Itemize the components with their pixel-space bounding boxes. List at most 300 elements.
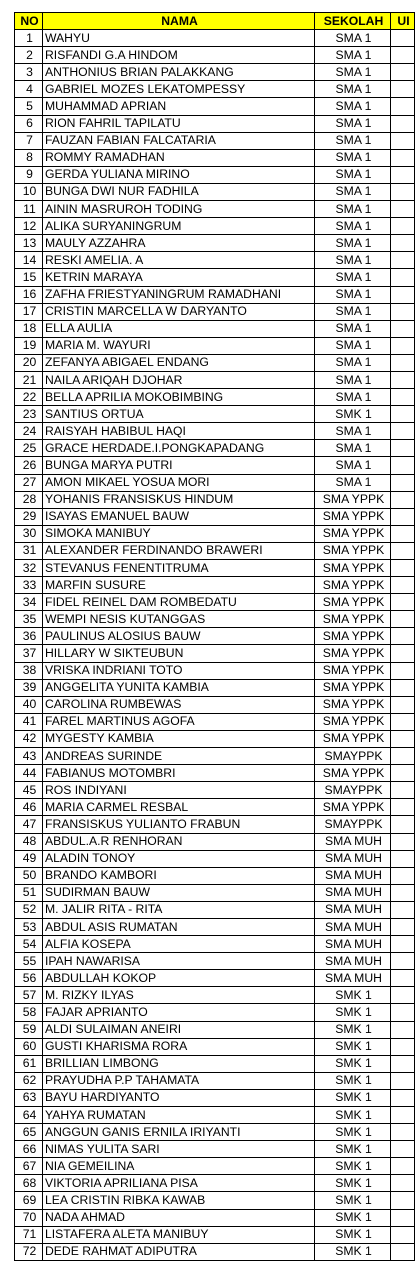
table-row bbox=[15, 987, 415, 1004]
student-name: MARIA M. WAYURI bbox=[43, 337, 315, 354]
row-number: 41 bbox=[15, 713, 43, 730]
row-number: 27 bbox=[15, 474, 43, 491]
table-row bbox=[15, 560, 415, 577]
table-row bbox=[15, 850, 415, 867]
row-number: 31 bbox=[15, 542, 43, 559]
student-name: RISFANDI G.A HINDOM bbox=[43, 47, 315, 64]
row-number: 16 bbox=[15, 286, 43, 303]
school-name: SMA 1 bbox=[315, 64, 391, 81]
row-number: 19 bbox=[15, 337, 43, 354]
extra-cell bbox=[391, 918, 415, 935]
table-row bbox=[15, 47, 415, 64]
table-row bbox=[15, 354, 415, 371]
school-name: SMA YPPK bbox=[315, 765, 391, 782]
extra-cell bbox=[391, 389, 415, 406]
extra-cell bbox=[391, 645, 415, 662]
row-number: 30 bbox=[15, 525, 43, 542]
row-number: 58 bbox=[15, 1004, 43, 1021]
row-number: 26 bbox=[15, 457, 43, 474]
extra-cell bbox=[391, 320, 415, 337]
student-name: LEA CRISTIN RIBKA KAWAB bbox=[43, 1192, 315, 1209]
table-row bbox=[15, 542, 415, 559]
extra-cell bbox=[391, 560, 415, 577]
row-number: 13 bbox=[15, 235, 43, 252]
table-row bbox=[15, 577, 415, 594]
student-name: WAHYU bbox=[43, 30, 315, 47]
extra-cell bbox=[391, 611, 415, 628]
table-row bbox=[15, 1055, 415, 1072]
row-number: 42 bbox=[15, 730, 43, 747]
row-number: 34 bbox=[15, 594, 43, 611]
row-number: 68 bbox=[15, 1175, 43, 1192]
student-name: ISAYAS EMANUEL BAUW bbox=[43, 508, 315, 525]
school-name: SMA 1 bbox=[315, 474, 391, 491]
table-row bbox=[15, 730, 415, 747]
table-row bbox=[15, 320, 415, 337]
student-name: ALADIN TONOY bbox=[43, 850, 315, 867]
school-name: SMA 1 bbox=[315, 320, 391, 337]
school-name: SMA YPPK bbox=[315, 730, 391, 747]
extra-cell bbox=[391, 850, 415, 867]
extra-cell bbox=[391, 628, 415, 645]
student-name: ELLA AULIA bbox=[43, 320, 315, 337]
extra-cell bbox=[391, 1175, 415, 1192]
school-name: SMK 1 bbox=[315, 1038, 391, 1055]
row-number: 65 bbox=[15, 1124, 43, 1141]
student-name: FAREL MARTINUS AGOFA bbox=[43, 713, 315, 730]
extra-cell bbox=[391, 799, 415, 816]
student-name: ANTHONIUS BRIAN PALAKKANG bbox=[43, 64, 315, 81]
student-name: GUSTI KHARISMA RORA bbox=[43, 1038, 315, 1055]
extra-cell bbox=[391, 713, 415, 730]
row-number: 50 bbox=[15, 867, 43, 884]
student-name: GRACE HERDADE.I.PONGKAPADANG bbox=[43, 440, 315, 457]
school-name: SMA 1 bbox=[315, 81, 391, 98]
school-name: SMK 1 bbox=[315, 1021, 391, 1038]
table-row bbox=[15, 645, 415, 662]
student-name: VRISKA INDRIANI TOTO bbox=[43, 662, 315, 679]
row-number: 54 bbox=[15, 936, 43, 953]
school-name: SMA 1 bbox=[315, 389, 391, 406]
extra-cell bbox=[391, 594, 415, 611]
school-name: SMK 1 bbox=[315, 1055, 391, 1072]
row-number: 9 bbox=[15, 166, 43, 183]
table-row bbox=[15, 748, 415, 765]
row-number: 33 bbox=[15, 577, 43, 594]
school-name: SMK 1 bbox=[315, 1089, 391, 1106]
row-number: 1 bbox=[15, 30, 43, 47]
student-name: RAISYAH HABIBUL HAQI bbox=[43, 423, 315, 440]
table-row bbox=[15, 936, 415, 953]
table-row bbox=[15, 1107, 415, 1124]
student-name: BRILLIAN LIMBONG bbox=[43, 1055, 315, 1072]
table-row bbox=[15, 235, 415, 252]
row-number: 3 bbox=[15, 64, 43, 81]
table-row bbox=[15, 525, 415, 542]
row-number: 17 bbox=[15, 303, 43, 320]
school-name: SMA YPPK bbox=[315, 799, 391, 816]
row-number: 70 bbox=[15, 1209, 43, 1226]
extra-cell bbox=[391, 406, 415, 423]
row-number: 57 bbox=[15, 987, 43, 1004]
student-name: ZEFANYA ABIGAEL ENDANG bbox=[43, 354, 315, 371]
row-number: 12 bbox=[15, 218, 43, 235]
student-name: BRANDO KAMBORI bbox=[43, 867, 315, 884]
row-number: 24 bbox=[15, 423, 43, 440]
row-number: 49 bbox=[15, 850, 43, 867]
extra-cell bbox=[391, 132, 415, 149]
school-name: SMAYPPK bbox=[315, 782, 391, 799]
school-name: SMA 1 bbox=[315, 98, 391, 115]
top-margin bbox=[0, 0, 403, 12]
school-name: SMA YPPK bbox=[315, 679, 391, 696]
school-name: SMA 1 bbox=[315, 149, 391, 166]
table-row bbox=[15, 662, 415, 679]
header-sekolah: SEKOLAH bbox=[315, 13, 391, 30]
student-name: WEMPI NESIS KUTANGGAS bbox=[43, 611, 315, 628]
school-name: SMK 1 bbox=[315, 1141, 391, 1158]
row-number: 10 bbox=[15, 183, 43, 200]
extra-cell bbox=[391, 166, 415, 183]
school-name: SMA MUH bbox=[315, 901, 391, 918]
school-name: SMA 1 bbox=[315, 235, 391, 252]
row-number: 7 bbox=[15, 132, 43, 149]
row-number: 29 bbox=[15, 508, 43, 525]
school-name: SMA YPPK bbox=[315, 525, 391, 542]
row-number: 23 bbox=[15, 406, 43, 423]
extra-cell bbox=[391, 1072, 415, 1089]
student-name: FAUZAN FABIAN FALCATARIA bbox=[43, 132, 315, 149]
row-number: 38 bbox=[15, 662, 43, 679]
school-name: SMA YPPK bbox=[315, 594, 391, 611]
student-name: ROS INDIYANI bbox=[43, 782, 315, 799]
student-name: FAJAR APRIANTO bbox=[43, 1004, 315, 1021]
school-name: SMA MUH bbox=[315, 833, 391, 850]
extra-cell bbox=[391, 252, 415, 269]
row-number: 39 bbox=[15, 679, 43, 696]
row-number: 64 bbox=[15, 1107, 43, 1124]
student-name: PRAYUDHA P.P TAHAMATA bbox=[43, 1072, 315, 1089]
extra-cell bbox=[391, 987, 415, 1004]
table-row bbox=[15, 970, 415, 987]
student-name: VIKTORIA APRILIANA PISA bbox=[43, 1175, 315, 1192]
extra-cell bbox=[391, 218, 415, 235]
table-row bbox=[15, 816, 415, 833]
header-nama: NAMA bbox=[43, 13, 315, 30]
row-number: 61 bbox=[15, 1055, 43, 1072]
student-name: NIA GEMEILINA bbox=[43, 1158, 315, 1175]
school-name: SMA 1 bbox=[315, 354, 391, 371]
student-name: SIMOKA MANIBUY bbox=[43, 525, 315, 542]
student-name: PAULINUS ALOSIUS BAUW bbox=[43, 628, 315, 645]
extra-cell bbox=[391, 201, 415, 218]
row-number: 37 bbox=[15, 645, 43, 662]
student-name: FABIANUS MOTOMBRI bbox=[43, 765, 315, 782]
table-row bbox=[15, 679, 415, 696]
table-row bbox=[15, 491, 415, 508]
student-name: HILLARY W SIKTEUBUN bbox=[43, 645, 315, 662]
extra-cell bbox=[391, 1038, 415, 1055]
student-name: FRANSISKUS YULIANTO FRABUN bbox=[43, 816, 315, 833]
student-name: BUNGA DWI NUR FADHILA bbox=[43, 183, 315, 200]
school-name: SMA YPPK bbox=[315, 645, 391, 662]
school-name: SMA YPPK bbox=[315, 542, 391, 559]
student-name: RION FAHRIL TAPILATU bbox=[43, 115, 315, 132]
student-table bbox=[14, 12, 415, 1261]
extra-cell bbox=[391, 269, 415, 286]
row-number: 22 bbox=[15, 389, 43, 406]
table-row bbox=[15, 406, 415, 423]
school-name: SMA YPPK bbox=[315, 491, 391, 508]
school-name: SMAYPPK bbox=[315, 748, 391, 765]
table-row bbox=[15, 201, 415, 218]
extra-cell bbox=[391, 183, 415, 200]
extra-cell bbox=[391, 149, 415, 166]
table-row bbox=[15, 799, 415, 816]
school-name: SMA 1 bbox=[315, 183, 391, 200]
table-row bbox=[15, 594, 415, 611]
extra-cell bbox=[391, 901, 415, 918]
extra-cell bbox=[391, 1089, 415, 1106]
extra-cell bbox=[391, 782, 415, 799]
school-name: SMAYPPK bbox=[315, 816, 391, 833]
table-row bbox=[15, 1158, 415, 1175]
row-number: 20 bbox=[15, 354, 43, 371]
row-number: 72 bbox=[15, 1243, 43, 1260]
table-row bbox=[15, 132, 415, 149]
extra-cell bbox=[391, 1021, 415, 1038]
school-name: SMA MUH bbox=[315, 918, 391, 935]
student-name: IPAH NAWARISA bbox=[43, 953, 315, 970]
table-row bbox=[15, 166, 415, 183]
table-row bbox=[15, 149, 415, 166]
school-name: SMA MUH bbox=[315, 953, 391, 970]
table-row bbox=[15, 833, 415, 850]
header-row bbox=[15, 13, 415, 30]
extra-cell bbox=[391, 1055, 415, 1072]
school-name: SMA 1 bbox=[315, 440, 391, 457]
school-name: SMA 1 bbox=[315, 337, 391, 354]
student-name: ANGGUN GANIS ERNILA IRIYANTI bbox=[43, 1124, 315, 1141]
row-number: 15 bbox=[15, 269, 43, 286]
table-row bbox=[15, 303, 415, 320]
student-name: ALEXANDER FERDINANDO BRAWERI bbox=[43, 542, 315, 559]
school-name: SMA 1 bbox=[315, 423, 391, 440]
table-row bbox=[15, 901, 415, 918]
table-row bbox=[15, 782, 415, 799]
table-row bbox=[15, 628, 415, 645]
extra-cell bbox=[391, 679, 415, 696]
table-row bbox=[15, 1089, 415, 1106]
extra-cell bbox=[391, 525, 415, 542]
school-name: SMA 1 bbox=[315, 218, 391, 235]
extra-cell bbox=[391, 1209, 415, 1226]
header-extra: UI bbox=[391, 13, 415, 30]
student-name: BELLA APRILIA MOKOBIMBING bbox=[43, 389, 315, 406]
student-name: MARFIN SUSURE bbox=[43, 577, 315, 594]
student-name: ALDI SULAIMAN ANEIRI bbox=[43, 1021, 315, 1038]
school-name: SMA YPPK bbox=[315, 696, 391, 713]
table-row bbox=[15, 1021, 415, 1038]
student-name: AININ MASRUROH TODING bbox=[43, 201, 315, 218]
table-row bbox=[15, 611, 415, 628]
student-name: M. RIZKY ILYAS bbox=[43, 987, 315, 1004]
school-name: SMK 1 bbox=[315, 1124, 391, 1141]
student-name: M. JALIR RITA - RITA bbox=[43, 901, 315, 918]
school-name: SMA 1 bbox=[315, 115, 391, 132]
extra-cell bbox=[391, 235, 415, 252]
student-name: ANGGELITA YUNITA KAMBIA bbox=[43, 679, 315, 696]
extra-cell bbox=[391, 440, 415, 457]
table-row bbox=[15, 1038, 415, 1055]
student-name: GERDA YULIANA MIRINO bbox=[43, 166, 315, 183]
table-row bbox=[15, 1192, 415, 1209]
table-row bbox=[15, 1175, 415, 1192]
school-name: SMA MUH bbox=[315, 850, 391, 867]
student-name: SUDIRMAN BAUW bbox=[43, 884, 315, 901]
extra-cell bbox=[391, 491, 415, 508]
extra-cell bbox=[391, 970, 415, 987]
extra-cell bbox=[391, 115, 415, 132]
header-no: NO bbox=[15, 13, 43, 30]
extra-cell bbox=[391, 474, 415, 491]
school-name: SMA 1 bbox=[315, 457, 391, 474]
table-row bbox=[15, 269, 415, 286]
school-name: SMK 1 bbox=[315, 1072, 391, 1089]
school-name: SMA 1 bbox=[315, 269, 391, 286]
school-name: SMA 1 bbox=[315, 47, 391, 64]
extra-cell bbox=[391, 1124, 415, 1141]
row-number: 51 bbox=[15, 884, 43, 901]
row-number: 5 bbox=[15, 98, 43, 115]
extra-cell bbox=[391, 1158, 415, 1175]
student-name: SANTIUS ORTUA bbox=[43, 406, 315, 423]
row-number: 56 bbox=[15, 970, 43, 987]
row-number: 63 bbox=[15, 1089, 43, 1106]
extra-cell bbox=[391, 337, 415, 354]
school-name: SMA 1 bbox=[315, 166, 391, 183]
school-name: SMK 1 bbox=[315, 406, 391, 423]
row-number: 47 bbox=[15, 816, 43, 833]
student-name: FIDEL REINEL DAM ROMBEDATU bbox=[43, 594, 315, 611]
table-row bbox=[15, 713, 415, 730]
school-name: SMA 1 bbox=[315, 371, 391, 388]
student-name: CRISTIN MARCELLA W DARYANTO bbox=[43, 303, 315, 320]
table-row bbox=[15, 183, 415, 200]
school-name: SMK 1 bbox=[315, 987, 391, 1004]
student-name: ALFIA KOSEPA bbox=[43, 936, 315, 953]
student-name: DEDE RAHMAT ADIPUTRA bbox=[43, 1243, 315, 1260]
table-body bbox=[15, 30, 415, 1261]
table-row bbox=[15, 884, 415, 901]
row-number: 25 bbox=[15, 440, 43, 457]
row-number: 43 bbox=[15, 748, 43, 765]
student-name: AMON MIKAEL YOSUA MORI bbox=[43, 474, 315, 491]
student-name: ALIKA SURYANINGRUM bbox=[43, 218, 315, 235]
extra-cell bbox=[391, 81, 415, 98]
school-name: SMA YPPK bbox=[315, 628, 391, 645]
extra-cell bbox=[391, 1192, 415, 1209]
table-row bbox=[15, 1141, 415, 1158]
table-row bbox=[15, 371, 415, 388]
extra-cell bbox=[391, 1243, 415, 1260]
school-name: SMA MUH bbox=[315, 884, 391, 901]
extra-cell bbox=[391, 1004, 415, 1021]
student-name: MUHAMMAD APRIAN bbox=[43, 98, 315, 115]
student-name: MAULY AZZAHRA bbox=[43, 235, 315, 252]
student-name: MARIA CARMEL RESBAL bbox=[43, 799, 315, 816]
extra-cell bbox=[391, 1107, 415, 1124]
school-name: SMA MUH bbox=[315, 970, 391, 987]
row-number: 35 bbox=[15, 611, 43, 628]
student-name: BAYU HARDIYANTO bbox=[43, 1089, 315, 1106]
row-number: 60 bbox=[15, 1038, 43, 1055]
extra-cell bbox=[391, 1226, 415, 1243]
table-row bbox=[15, 765, 415, 782]
row-number: 4 bbox=[15, 81, 43, 98]
table-row bbox=[15, 508, 415, 525]
row-number: 21 bbox=[15, 371, 43, 388]
extra-cell bbox=[391, 286, 415, 303]
extra-cell bbox=[391, 354, 415, 371]
row-number: 11 bbox=[15, 201, 43, 218]
row-number: 48 bbox=[15, 833, 43, 850]
student-name: ABDUL ASIS RUMATAN bbox=[43, 918, 315, 935]
school-name: SMA MUH bbox=[315, 867, 391, 884]
student-name: KETRIN MARAYA bbox=[43, 269, 315, 286]
student-name: NADA AHMAD bbox=[43, 1209, 315, 1226]
school-name: SMA YPPK bbox=[315, 662, 391, 679]
student-name: RESKI AMELIA. A bbox=[43, 252, 315, 269]
row-number: 14 bbox=[15, 252, 43, 269]
extra-cell bbox=[391, 64, 415, 81]
school-name: SMK 1 bbox=[315, 1243, 391, 1260]
school-name: SMA 1 bbox=[315, 303, 391, 320]
table-row bbox=[15, 1226, 415, 1243]
row-number: 32 bbox=[15, 560, 43, 577]
student-name: YOHANIS FRANSISKUS HINDUM bbox=[43, 491, 315, 508]
student-name: LISTAFERA ALETA MANIBUY bbox=[43, 1226, 315, 1243]
extra-cell bbox=[391, 765, 415, 782]
extra-cell bbox=[391, 423, 415, 440]
table-row bbox=[15, 218, 415, 235]
school-name: SMK 1 bbox=[315, 1107, 391, 1124]
table-row bbox=[15, 696, 415, 713]
extra-cell bbox=[391, 303, 415, 320]
table-row bbox=[15, 440, 415, 457]
table-row bbox=[15, 389, 415, 406]
student-name: NIMAS YULITA SARI bbox=[43, 1141, 315, 1158]
table-row bbox=[15, 252, 415, 269]
student-name: NAILA ARIQAH DJOHAR bbox=[43, 371, 315, 388]
extra-cell bbox=[391, 577, 415, 594]
row-number: 44 bbox=[15, 765, 43, 782]
student-name: STEVANUS FENENTITRUMA bbox=[43, 560, 315, 577]
student-name: CAROLINA RUMBEWAS bbox=[43, 696, 315, 713]
extra-cell bbox=[391, 833, 415, 850]
student-name: ZAFHA FRIESTYANINGRUM RAMADHANI bbox=[43, 286, 315, 303]
table-row bbox=[15, 457, 415, 474]
extra-cell bbox=[391, 98, 415, 115]
table-row bbox=[15, 918, 415, 935]
row-number: 55 bbox=[15, 953, 43, 970]
row-number: 66 bbox=[15, 1141, 43, 1158]
extra-cell bbox=[391, 730, 415, 747]
student-name: ABDULLAH KOKOP bbox=[43, 970, 315, 987]
school-name: SMK 1 bbox=[315, 1175, 391, 1192]
school-name: SMA 1 bbox=[315, 286, 391, 303]
extra-cell bbox=[391, 662, 415, 679]
